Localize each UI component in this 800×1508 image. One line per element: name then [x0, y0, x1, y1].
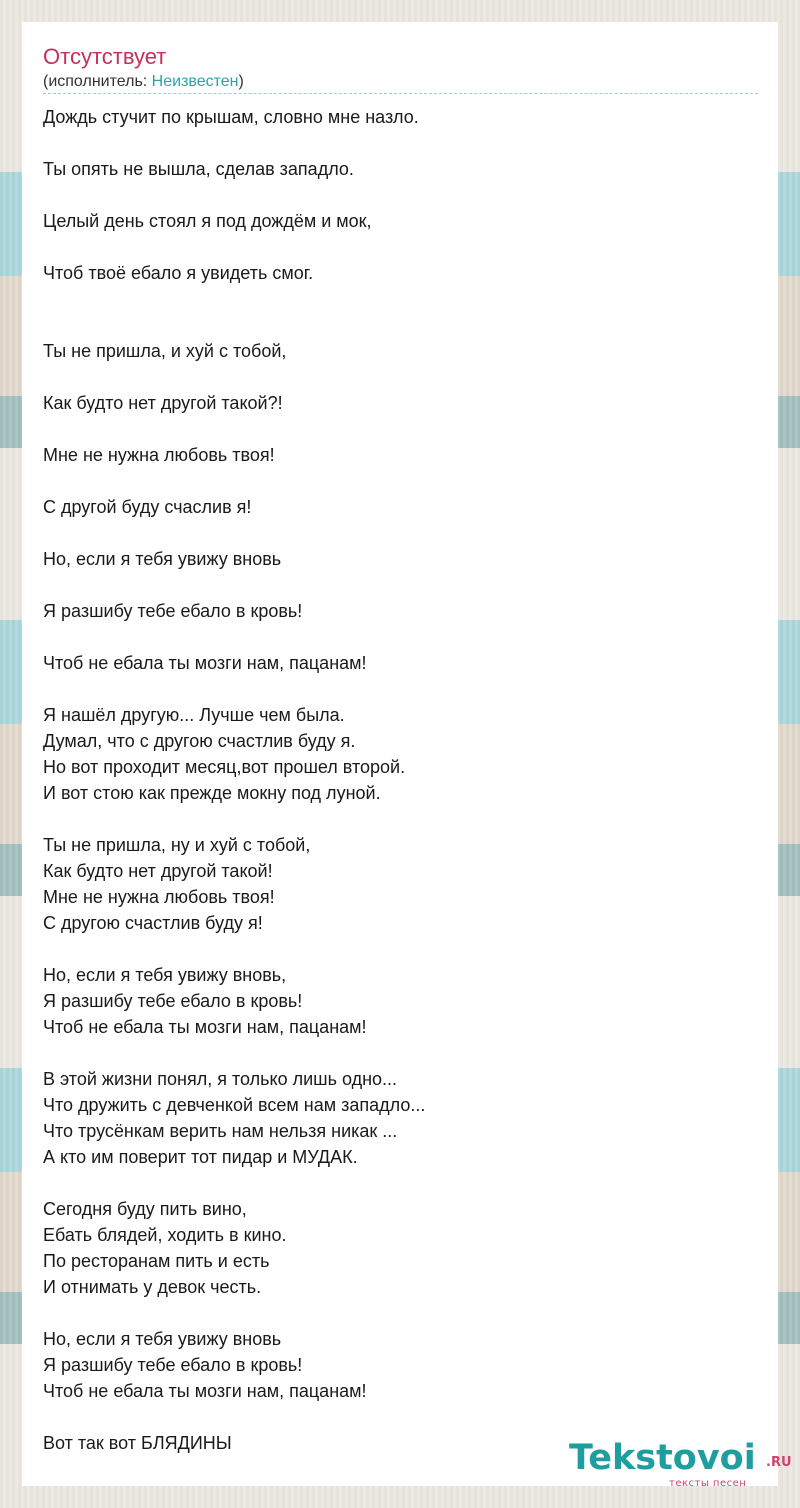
lyric-line	[43, 676, 758, 702]
lyric-line: Сегодня буду пить вино,	[43, 1199, 247, 1219]
site-logo[interactable]	[569, 1438, 792, 1489]
lyric-line: Чтоб не ебала ты мозги нам, пацанам!	[43, 1381, 367, 1401]
artist-line	[43, 72, 244, 92]
lyric-line: Я разшибу тебе ебало в кровь!	[43, 991, 303, 1011]
title-divider	[43, 93, 758, 94]
lyric-line: Но, если я тебя увижу вновь	[43, 549, 282, 569]
lyric-line: Дождь стучит по крышам, словно мне назло.	[43, 107, 419, 127]
lyric-line: Что трусёнкам верить нам нельзя никак ...	[43, 1121, 398, 1141]
lyric-line: Мне не нужна любовь твоя!	[43, 445, 275, 465]
lyric-line	[43, 468, 758, 494]
lyric-line	[43, 572, 758, 598]
artist-suffix: )	[238, 73, 244, 90]
artist-prefix: (исполнитель:	[43, 73, 152, 90]
lyrics-text	[43, 104, 758, 1456]
lyric-line	[43, 182, 758, 208]
lyric-line	[43, 624, 758, 650]
lyric-line: Мне не нужна любовь твоя!	[43, 887, 275, 907]
lyric-line: Но, если я тебя увижу вновь	[43, 1329, 282, 1349]
lyric-line: Как будто нет другой такой!	[43, 861, 273, 881]
artist-link[interactable]: Неизвестен	[151, 73, 239, 90]
lyrics-card	[22, 22, 792, 1489]
lyric-line: Ты не пришла, ну и хуй с тобой,	[43, 835, 311, 855]
logo-tagline: тексты песен	[669, 1478, 747, 1489]
lyric-line	[43, 1404, 758, 1430]
logo-domain: .RU	[766, 1455, 792, 1470]
lyric-line	[43, 234, 758, 260]
lyric-line	[43, 130, 758, 156]
lyric-line: Думал, что с другою счастлив буду я.	[43, 731, 356, 751]
lyric-line: Я разшибу тебе ебало в кровь!	[43, 601, 303, 621]
lyric-line: Как будто нет другой такой?!	[43, 393, 283, 413]
lyric-line	[43, 806, 758, 832]
lyric-line: Что дружить с девченкой всем нам западло...	[43, 1095, 426, 1115]
lyric-line: Чтоб не ебала ты мозги нам, пацанам!	[43, 653, 367, 673]
lyric-line: Целый день стоял я под дождём и мок,	[43, 211, 372, 231]
lyric-line	[43, 1170, 758, 1196]
lyric-line: Ты опять не вышла, сделав западло.	[43, 159, 354, 179]
lyric-line: С другою счастлив буду я!	[43, 913, 263, 933]
lyric-line: Чтоб не ебала ты мозги нам, пацанам!	[43, 1017, 367, 1037]
lyric-line: И отнимать у девок честь.	[43, 1277, 262, 1297]
lyric-line: Чтоб твоё ебало я увидеть смог.	[43, 263, 314, 283]
lyric-line: А кто им поверит тот пидар и МУДАК.	[43, 1147, 358, 1167]
lyric-line	[43, 364, 758, 390]
lyric-line: Ебать блядей, ходить в кино.	[43, 1225, 287, 1245]
song-title: Отсутствует	[43, 44, 167, 69]
lyric-line	[43, 1300, 758, 1326]
lyric-line: С другой буду счаслив я!	[43, 497, 252, 517]
lyric-line	[43, 312, 758, 338]
lyric-line	[43, 416, 758, 442]
lyric-line: В этой жизни понял, я только лишь одно...	[43, 1069, 398, 1089]
lyric-line: По ресторанам пить и есть	[43, 1251, 270, 1271]
lyric-line: Я нашёл другую... Лучше чем была.	[43, 705, 345, 725]
lyric-line: Но вот проходит месяц,вот прошел второй.	[43, 757, 406, 777]
lyric-line: Но, если я тебя увижу вновь,	[43, 965, 287, 985]
lyric-line: Я разшибу тебе ебало в кровь!	[43, 1355, 303, 1375]
lyric-line	[43, 1040, 758, 1066]
lyric-line: Вот так вот БЛЯДИНЫ	[43, 1433, 232, 1453]
lyric-line: И вот стою как прежде мокну под луной.	[43, 783, 381, 803]
lyric-line	[43, 286, 758, 312]
lyric-line	[43, 520, 758, 546]
logo-wordmark: Tekstovoi	[569, 1438, 756, 1478]
lyric-line	[43, 936, 758, 962]
lyric-line: Ты не пришла, и хуй с тобой,	[43, 341, 287, 361]
